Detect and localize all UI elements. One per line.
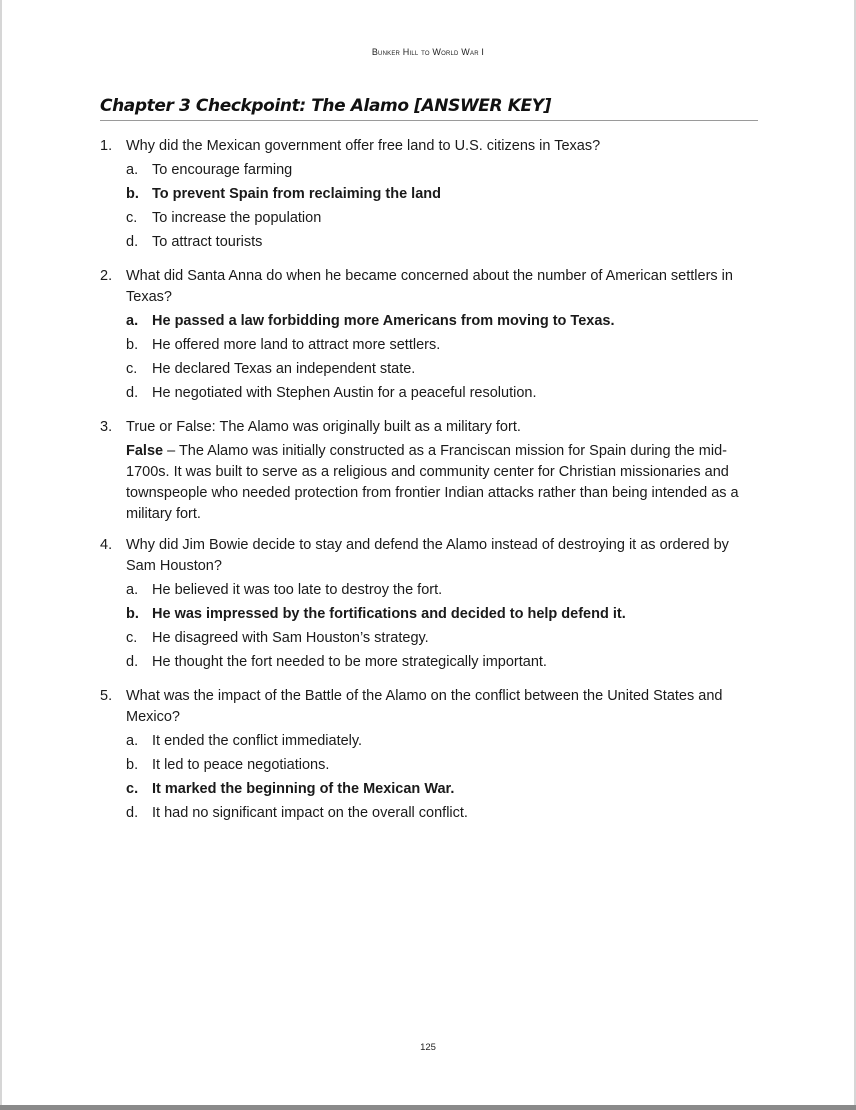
question-number: 3. <box>100 419 113 435</box>
choice-letter: c. <box>126 210 138 226</box>
choice-list <box>126 160 760 256</box>
choice-text: It led to peace negotiations. <box>152 757 330 773</box>
choice-text: To attract tourists <box>152 234 263 250</box>
choice-letter: b. <box>126 337 139 353</box>
question-3 <box>100 417 760 525</box>
question-4 <box>100 535 760 676</box>
question-text: What did Santa Anna do when he became concerned about the number of American settlers in Texas? <box>126 268 733 305</box>
choice-a <box>126 580 760 604</box>
choice-b <box>126 335 760 359</box>
question-list <box>100 136 760 837</box>
choice-text: To increase the population <box>152 210 322 226</box>
question-number: 1. <box>100 138 113 154</box>
choice-a <box>126 731 760 755</box>
choice-letter: c. <box>126 361 138 377</box>
choice-b-correct <box>126 184 760 208</box>
choice-text: To encourage farming <box>152 162 293 178</box>
choice-b-correct <box>126 604 760 628</box>
choice-d <box>126 652 760 676</box>
choice-text: It marked the beginning of the Mexican War. <box>152 781 455 797</box>
page-number: 125 <box>420 1042 436 1053</box>
choice-letter: c. <box>126 781 139 797</box>
choice-c-correct <box>126 779 760 803</box>
choice-text: He thought the fort needed to be more strategically important. <box>152 654 547 670</box>
choice-c <box>126 628 760 652</box>
choice-letter: d. <box>126 805 139 821</box>
answer-text: – The Alamo was initially constructed as a Franciscan mission for Spain during the mid-1700s. It was built to serve as a religious and community center for Christian missionaries and townspeople who needed protection from frontier Indian attacks rather than being intended as a military fort. <box>126 443 739 522</box>
choice-letter: a. <box>126 582 139 598</box>
choice-letter: a. <box>126 313 139 329</box>
choice-d <box>126 383 760 407</box>
choice-a-correct <box>126 311 760 335</box>
choice-letter: b. <box>126 606 139 622</box>
choice-text: He declared Texas an independent state. <box>152 361 416 377</box>
question-text: Why did the Mexican government offer free land to U.S. citizens in Texas? <box>126 138 601 154</box>
question-2 <box>100 266 760 407</box>
question-text: Why did Jim Bowie decide to stay and defend the Alamo instead of destroying it as ordered by Sam Houston? <box>126 537 729 574</box>
question-1 <box>100 136 760 256</box>
choice-letter: a. <box>126 162 139 178</box>
answer-explanation <box>126 441 760 525</box>
choice-list <box>126 580 760 676</box>
page-left-edge <box>0 0 2 1110</box>
question-text: True or False: The Alamo was originally built as a military fort. <box>126 419 521 435</box>
choice-d <box>126 803 760 827</box>
choice-text: He disagreed with Sam Houston’s strategy. <box>152 630 429 646</box>
choice-text: He was impressed by the fortifications and decided to help defend it. <box>152 606 626 622</box>
choice-a <box>126 160 760 184</box>
page-title: Chapter 3 Checkpoint: The Alamo [ANSWER KEY] <box>100 96 758 121</box>
viewer-bottom-bar <box>0 1105 856 1110</box>
choice-letter: c. <box>126 630 138 646</box>
choice-letter: d. <box>126 654 139 670</box>
choice-letter: d. <box>126 234 139 250</box>
choice-text: He negotiated with Stephen Austin for a peaceful resolution. <box>152 385 537 401</box>
choice-c <box>126 359 760 383</box>
question-number: 2. <box>100 268 113 284</box>
question-number: 5. <box>100 688 113 704</box>
answer-label: False <box>126 443 164 459</box>
choice-list <box>126 311 760 407</box>
choice-letter: b. <box>126 186 139 202</box>
choice-letter: a. <box>126 733 139 749</box>
choice-letter: b. <box>126 757 139 773</box>
question-text: What was the impact of the Battle of the Alamo on the conflict between the United States and Mexico? <box>126 688 723 725</box>
choice-letter: d. <box>126 385 139 401</box>
choice-text: He passed a law forbidding more Americans from moving to Texas. <box>152 313 615 329</box>
choice-text: It ended the conflict immediately. <box>152 733 363 749</box>
choice-d <box>126 232 760 256</box>
choice-text: To prevent Spain from reclaiming the land <box>152 186 441 202</box>
choice-text: He offered more land to attract more settlers. <box>152 337 441 353</box>
choice-c <box>126 208 760 232</box>
choice-b <box>126 755 760 779</box>
choice-text: It had no significant impact on the overall conflict. <box>152 805 468 821</box>
running-header: Bunker Hill to World War I <box>371 47 485 57</box>
choice-list <box>126 731 760 827</box>
question-number: 4. <box>100 537 113 553</box>
question-5 <box>100 686 760 827</box>
choice-text: He believed it was too late to destroy the fort. <box>152 582 443 598</box>
